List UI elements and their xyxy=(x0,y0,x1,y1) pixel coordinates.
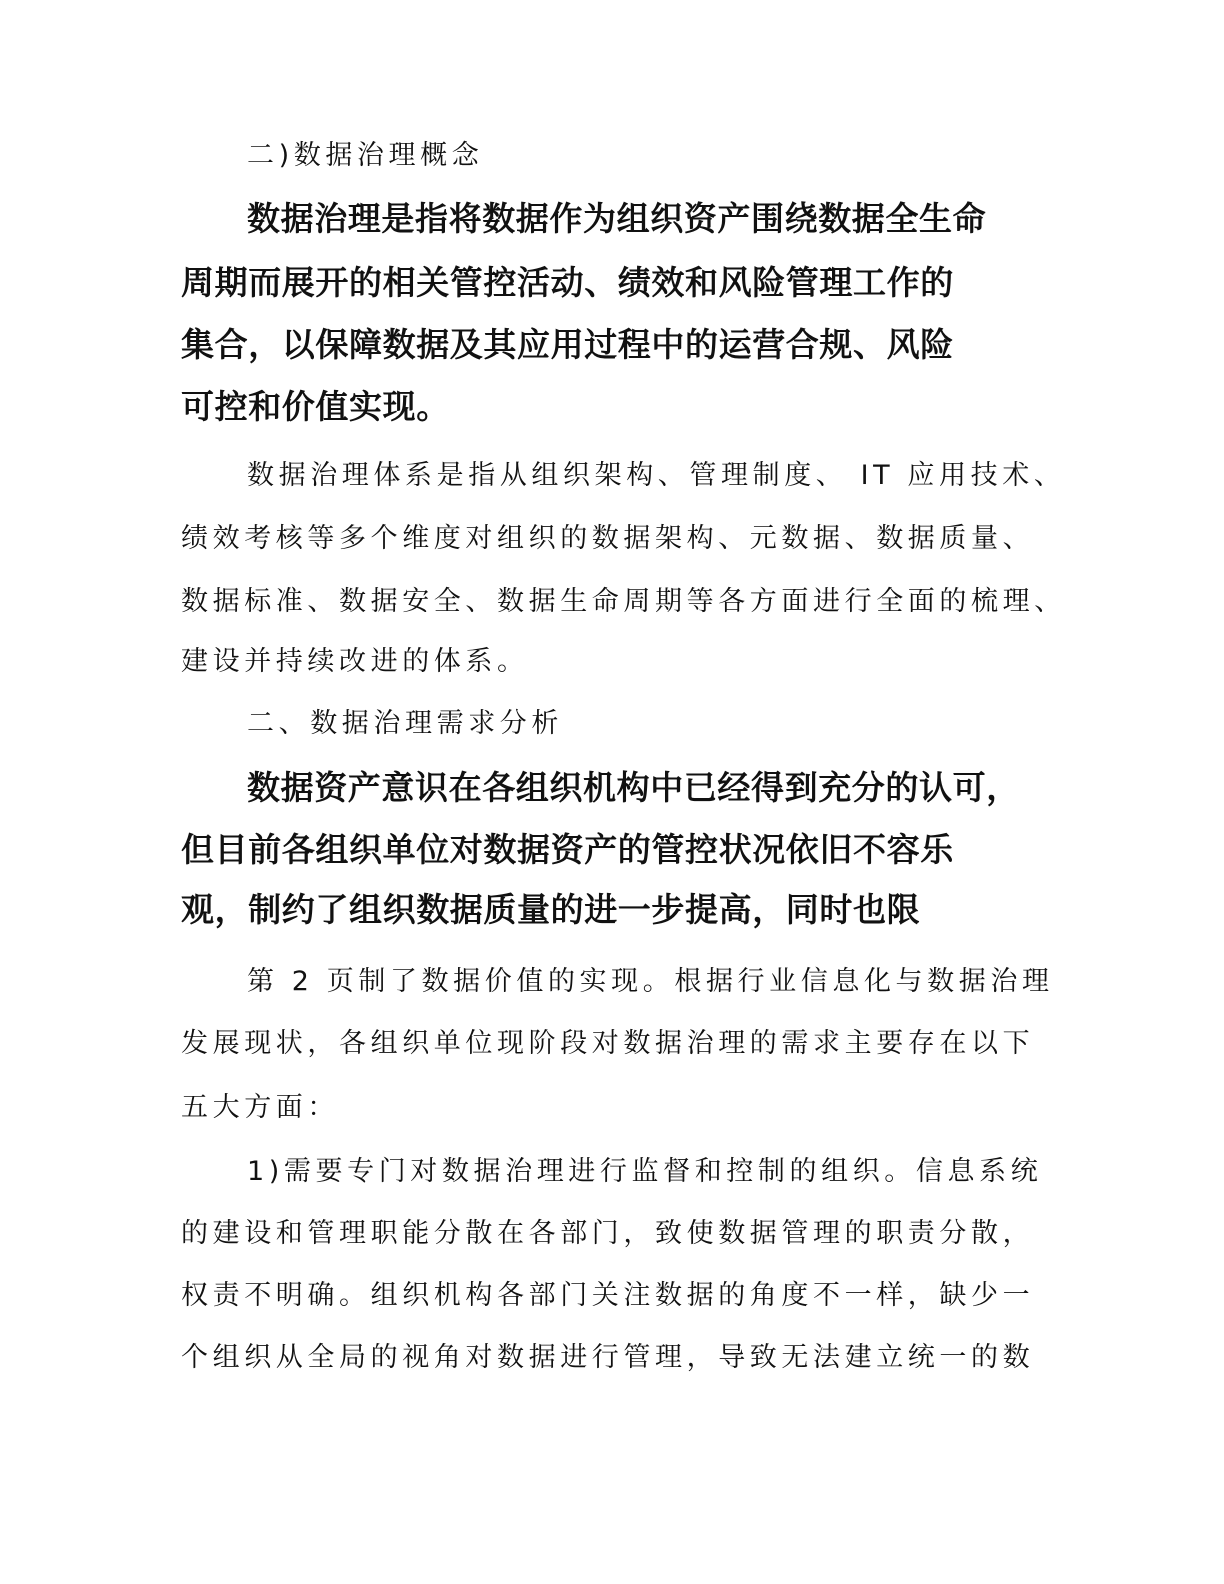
paragraph-4-line-4: 个组织从全局的视角对数据进行管理，导致无法建立统一的数 xyxy=(181,1342,1035,1373)
bold-paragraph-1-line-1: 数据治理是指将数据作为组织资产围绕数据全生命 xyxy=(247,199,987,238)
bold-paragraph-2-line-1: 数据资产意识在各组织机构中已经得到充分的认可， xyxy=(247,768,1020,807)
bold-paragraph-1-line-4: 可控和价值实现。 xyxy=(181,387,450,426)
section-heading-concept: 二)数据治理概念 xyxy=(247,140,484,171)
paragraph-2-line-2: 绩效考核等多个维度对组织的数据架构、元数据、数据质量、 xyxy=(181,523,1035,554)
paragraph-4-line-2: 的建设和管理职能分散在各部门，致使数据管理的职责分散， xyxy=(181,1218,1035,1249)
paragraph-3-line-2: 发展现状，各组织单位现阶段对数据治理的需求主要存在以下 xyxy=(181,1028,1035,1059)
paragraph-4-line-1: 1)需要专门对数据治理进行监督和控制的组织。信息系统 xyxy=(247,1156,1043,1187)
paragraph-2-line-1: 数据治理体系是指从组织架构、管理制度、 IT 应用技术、 xyxy=(247,460,1066,491)
paragraph-2-line-3: 数据标准、数据安全、数据生命周期等各方面进行全面的梳理、 xyxy=(181,586,1066,617)
bold-paragraph-1-line-3: 集合，以保障数据及其应用过程中的运营合规、风险 xyxy=(181,325,954,364)
bold-paragraph-1-line-2: 周期而展开的相关管控活动、绩效和风险管理工作的 xyxy=(181,263,954,302)
bold-paragraph-2-line-3: 观，制约了组织数据质量的进一步提高，同时也限 xyxy=(181,890,921,929)
paragraph-3-line-1: 第 2 页制了数据价值的实现。根据行业信息化与数据治理 xyxy=(247,966,1054,997)
paragraph-4-line-3: 权责不明确。组织机构各部门关注数据的角度不一样，缺少一 xyxy=(181,1280,1035,1311)
paragraph-2-line-4: 建设并持续改进的体系。 xyxy=(181,646,529,677)
bold-paragraph-2-line-2: 但目前各组织单位对数据资产的管控状况依旧不容乐 xyxy=(181,830,954,869)
section-heading-requirements: 二、数据治理需求分析 xyxy=(247,708,563,739)
paragraph-3-line-3: 五大方面： xyxy=(181,1092,339,1123)
